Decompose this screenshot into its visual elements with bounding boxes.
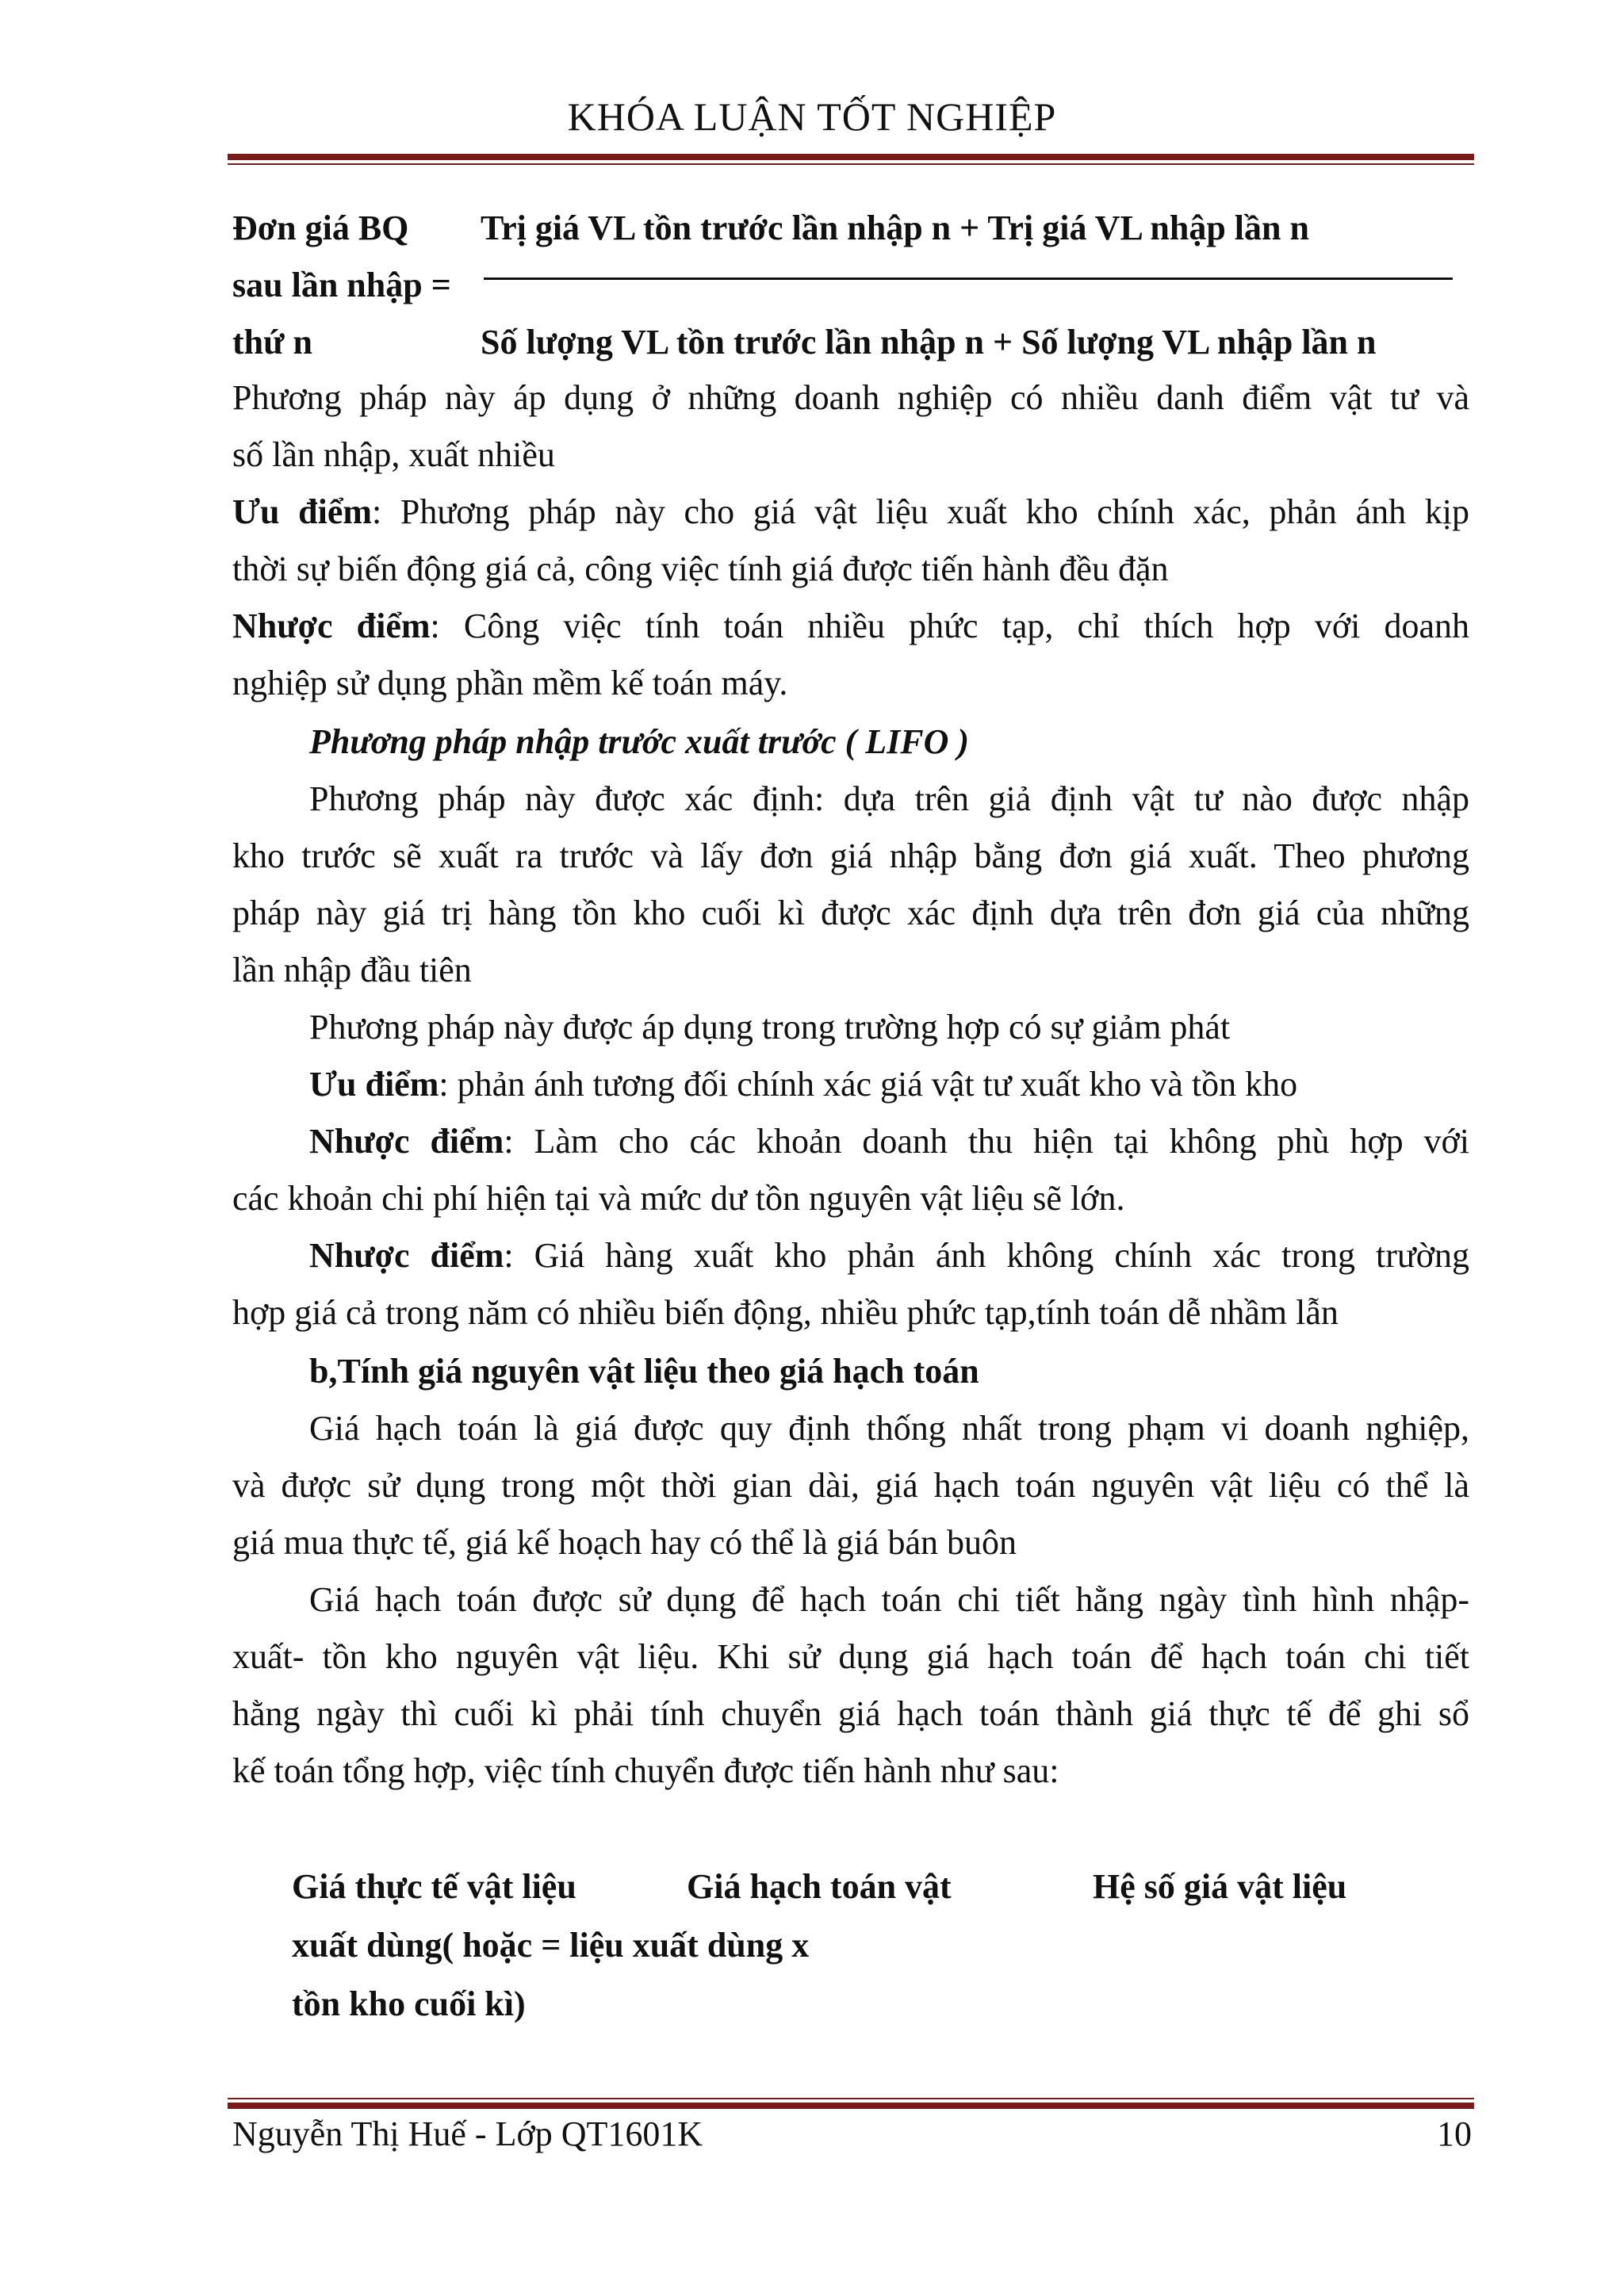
disadvantage2-text: : Làm cho các khoản doanh thu hiện tại không phù hợp với: [504, 1122, 1470, 1161]
para2-line2: kho trước sẽ xuất ra trước và lấy đơn giá nhập bằng đơn giá xuất. Theo phương: [232, 836, 1469, 875]
formula2-col3: Hệ số giá vật liệu: [1093, 1867, 1347, 1906]
footer-author: Nguyễn Thị Huế - Lớp QT1601K: [232, 2114, 703, 2153]
advantage1-line1: [232, 492, 1469, 531]
formula1-left-line3: thứ n: [232, 323, 312, 362]
disadvantage2-line1: [309, 1124, 1469, 1159]
header-rule-thin: [228, 163, 1474, 165]
para5-line2: xuất- tồn kho nguyên vật liệu. Khi sử dụng giá hạch toán để hạch toán chi tiết: [232, 1637, 1469, 1676]
footer-rule-thin: [228, 2098, 1474, 2099]
section-b-heading: b,Tính giá nguyên vật liệu theo giá hạch toán: [309, 1352, 979, 1391]
disadvantage1-label: Nhược điểm: [232, 607, 431, 645]
fraction-bar: [484, 277, 1453, 280]
para2-line4: lần nhập đầu tiên: [232, 951, 472, 989]
advantage1-label: Ưu điểm: [232, 492, 373, 531]
formula2-line2: xuất dùng( hoặc = liệu xuất dùng x: [292, 1926, 810, 1965]
para4-line2: và được sử dụng trong một thời gian dài, giá hạch toán nguyên vật liệu có thể là: [232, 1466, 1469, 1505]
formula2-col2: Giá hạch toán vật: [687, 1867, 952, 1906]
formula2-col1: Giá thực tế vật liệu: [292, 1867, 576, 1906]
disadvantage3-text: : Giá hàng xuất kho phản ánh không chính xác trong trường: [504, 1236, 1469, 1275]
para4-line1: Giá hạch toán là giá được quy định thống nhất trong phạm vi doanh nghiệp,: [309, 1409, 1469, 1448]
disadvantage1-line1: [232, 609, 1469, 644]
page-header-title: KHÓA LUẬN TỐT NGHIỆP: [567, 94, 1057, 139]
lifo-heading: Phương pháp nhập trước xuất trước ( LIFO ): [309, 722, 970, 761]
formula1-denominator: Số lượng VL tồn trước lần nhập n + Số lượng VL nhập lần n: [481, 323, 1377, 362]
page-number: 10: [1437, 2114, 1472, 2153]
para3: Phương pháp này được áp dụng trong trường hợp có sự giảm phát: [309, 1008, 1231, 1047]
advantage2-text: : phản ánh tương đối chính xác giá vật tư xuất kho và tồn kho: [439, 1065, 1298, 1104]
para5-line1: Giá hạch toán được sử dụng để hạch toán chi tiết hằng ngày tình hình nhập-: [309, 1580, 1469, 1619]
header-rule: [228, 154, 1474, 160]
disadvantage1-text: : Công việc tính toán nhiều phức tạp, chỉ thích hợp với doanh: [430, 607, 1469, 645]
para5-line3: hằng ngày thì cuối kì phải tính chuyển giá hạch toán thành giá thực tế để ghi sổ: [232, 1694, 1469, 1733]
para2-line3: pháp này giá trị hàng tồn kho cuối kì được xác định dựa trên đơn giá của những: [232, 894, 1469, 932]
advantage2-label: Ưu điểm: [309, 1065, 439, 1104]
disadvantage3-label: Nhược điểm: [309, 1236, 504, 1275]
disadvantage3-line1: [309, 1238, 1469, 1273]
para4-line3: giá mua thực tế, giá kế hoạch hay có thể là giá bán buôn: [232, 1523, 1017, 1562]
footer-rule: [228, 2103, 1474, 2109]
advantage1-text: : Phương pháp này cho giá vật liệu xuất kho chính xác, phản ánh kịp: [372, 492, 1469, 531]
disadvantage2-line2: các khoản chi phí hiện tại và mức dư tồn nguyên vật liệu sẽ lớn.: [232, 1179, 1125, 1218]
formula1-left-line2: sau lần nhập =: [232, 266, 451, 304]
formula2-line3: tồn kho cuối kì): [292, 1984, 526, 2023]
para2-line1: Phương pháp này được xác định: dựa trên giả định vật tư nào được nhập: [309, 779, 1469, 818]
disadvantage2-label: Nhược điểm: [309, 1122, 504, 1161]
formula1-left-line1: Đơn giá BQ: [232, 209, 409, 247]
advantage1-line2: thời sự biến động giá cả, công việc tính giá được tiến hành đều đặn: [232, 549, 1169, 588]
disadvantage3-line2: hợp giá cả trong năm có nhiều biến động, nhiều phức tạp,tính toán dễ nhầm lẫn: [232, 1293, 1339, 1332]
para1-line2: số lần nhập, xuất nhiều: [232, 435, 555, 474]
disadvantage1-line2: nghiệp sử dụng phần mềm kế toán máy.: [232, 664, 788, 702]
para5-line4: kế toán tổng hợp, việc tính chuyển được tiến hành như sau:: [232, 1751, 1059, 1790]
formula1-numerator: Trị giá VL tồn trước lần nhập n + Trị giá VL nhập lần n: [481, 209, 1309, 247]
para1-line1: Phương pháp này áp dụng ở những doanh nghiệp có nhiều danh điểm vật tư và: [232, 378, 1469, 417]
advantage2: [309, 1067, 1297, 1102]
